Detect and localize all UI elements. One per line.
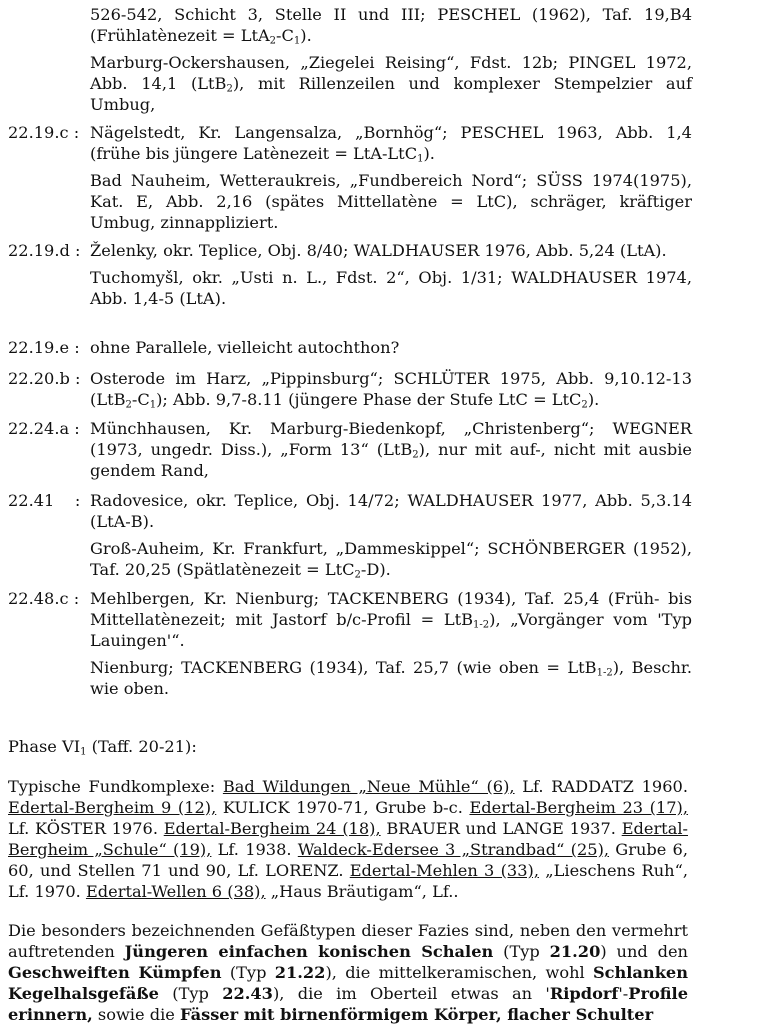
entry-code: 22.24.a : [8, 419, 80, 438]
type-name-bold: Ripdorf [549, 984, 619, 1003]
text-run: sowie die [92, 1005, 180, 1024]
entry-code: 22.19.c : [8, 123, 80, 142]
site-link[interactable]: Edertal-Bergheim „Schule“ (19), [8, 819, 688, 859]
entry-paragraph: Osterode im Harz, „Pippinsburg“; SCHLÜTER 1975, Abb. 9,10.12-13 $(LtB_2-C_1)$; Abb. 9,7-8.11 (jüngere Phase der Stufe LtC = LtC$_2$). [90, 369, 692, 411]
entry-paragraph: Bad Nauheim, Wetteraukreis, „Fundbereich Nord“; SÜSS 1974(1975), Kat. E, Abb. 2,16 (spätes Mittellatène = LtC), schräger, kräftiger Umbug, zinnappliziert. [90, 171, 692, 232]
catalog-entry [8, 588, 692, 705]
site-link[interactable]: Edertal-Bergheim 9 (12), [8, 798, 217, 817]
entry-paragraph: Nägelstedt, Kr. Langensalza, „Bornhög“; PESCHEL 1963, Abb. 1,4 (frühe bis jüngere Latènezeit = LtA-LtC$_1$). [90, 123, 692, 165]
catalog-entry [8, 418, 692, 487]
text-run: ) und den [600, 942, 688, 961]
text-run: (Typ [493, 942, 550, 961]
site-link[interactable]: Bad Wildungen „Neue Mühle“ (6), [222, 777, 515, 796]
closing-paragraph [8, 920, 688, 1025]
catalog-entry [8, 122, 692, 239]
catalog-entry [8, 490, 692, 586]
text-run: ), die mittelkeramischen, wohl [325, 963, 593, 982]
type-name-bold: 21.22 [274, 963, 326, 982]
type-name-bold: 21.20 [549, 942, 601, 961]
entry-code: 22.48.c : [8, 589, 80, 608]
entry-paragraph: Tuchomyšl, okr. „Usti n. L., Fdst. 2“, Obj. 1/31; WALDHAUSER 1974, Abb. 1,4-5 (LtA). [90, 268, 692, 308]
type-name-bold: 22.43 [222, 984, 273, 1003]
text-run: '- [618, 984, 629, 1003]
text-run: (Typ [158, 984, 223, 1003]
catalog-entry [8, 368, 692, 416]
type-name-bold: Profile erinnern, [8, 984, 688, 1024]
catalog-entry [8, 337, 692, 364]
text-run: (Typ [221, 963, 275, 982]
phase-heading: Phase $VI_1$ (Taff. 20-21): [8, 737, 197, 758]
type-name-bold: Schlanken Kegelhalsgefäße [8, 963, 688, 1003]
entry-paragraph: Nienburg; TACKENBERG (1934), Taf. 25,7 (wie oben = LtB$_{1-2}$), Beschr. wie oben. [90, 658, 693, 698]
entry-paragraph: Marburg-Ockershausen, „Ziegelei Reising“, Fdst. 12b; PINGEL 1972, Abb. 14,1 (LtB$_2$), mit Rillenzeilen und komplexer Stempelzier auf Umbug, [90, 53, 693, 114]
site-link[interactable]: Edertal-Bergheim 23 (17), [469, 798, 689, 817]
type-name-bold: Jüngeren einfachen konischen Schalen [124, 942, 494, 961]
entry-paragraph: Groß-Auheim, Kr. Frankfurt, „Dammeskippel“; SCHÖNBERGER (1952), Taf. 20,25 (Spätlatènezeit = LtC$_2$-D). [90, 539, 692, 581]
entry-paragraph: ohne Parallele, vielleicht autochthon? [90, 338, 400, 357]
site-link[interactable]: Edertal-Mehlen 3 (33), [349, 861, 539, 880]
text-run: ), die im Oberteil etwas an ' [272, 984, 550, 1003]
entry-code: 22.19.e : [8, 338, 80, 357]
catalog-entry [8, 240, 692, 315]
entry-paragraph: 526-542, Schicht 3, Stelle II und III; PESCHEL (1962), Taf. 19,B4 (Frühlatènezeit = $LtA_2-C_1$). [90, 5, 692, 47]
site-link[interactable]: Edertal-Wellen 6 (38), [85, 882, 266, 901]
entry-paragraph: Želenky, okr. Teplice, Obj. 8/40; WALDHAUSER 1976, Abb. 5,24 (LtA). [90, 241, 667, 260]
site-link[interactable]: Edertal-Bergheim 24 (18), [163, 819, 381, 838]
type-name-bold: Geschweiften Kümpfen [8, 963, 222, 982]
fundkomplexe-paragraph: Typische Fundkomplexe: Bad Wildungen „Neue Mühle“ (6), Lf. RADDATZ 1960. Edertal-Bergheim 9 (12), KULICK 1970-71, Grube b-c. Edertal-Bergheim 23 (17), Lf. KÖSTER 1976. Edertal-Bergheim 24 (18), BRAUER und LANGE 1937. Edertal-Bergheim „Schule“ (19), Lf. 1938. Waldeck-Edersee 3 „Strandbad“ (25), Grube 6, 60, und Stellen 71 und 90, Lf. LORENZ. Edertal-Mehlen 3 (33), „Lieschens Ruh“, Lf. 1970. Edertal-Wellen 6 (38), „Haus Bräutigam“, Lf.. [8, 777, 689, 901]
entry-code: 22.41 : [8, 491, 81, 510]
entry-paragraph: Radovesice, okr. Teplice, Obj. 14/72; WALDHAUSER 1977, Abb. 5,3.14 (LtA-B). [90, 491, 692, 531]
entry-code: 22.20.b : [8, 369, 81, 388]
site-link[interactable]: Waldeck-Edersee 3 „Strandbad“ (25), [297, 840, 610, 859]
entry-code: 22.19.d : [8, 241, 81, 260]
text-run: Die besonders bezeichnenden Gefäßtypen dieser Fazies sind, neben den vermehrt auftretenden [8, 921, 688, 961]
entry-continuation [8, 4, 692, 121]
entry-paragraph: Mehlbergen, Kr. Nienburg; TACKENBERG (1934), Taf. 25,4 (Früh- bis Mittellatènezeit; mit Jastorf b/c-Profil = LtB$_{1-2}$), „Vorgänger vom 'Typ Lauingen'“. [90, 589, 692, 650]
type-name-bold: Fässer mit birnenförmigem Körper, flacher Schulter [179, 1005, 654, 1024]
entry-paragraph: Münchhausen, Kr. Marburg-Biedenkopf, „Christenberg“; WEGNER (1973, ungedr. Diss.), „Form 13“ (LtB$_2$), nur mit auf-, nicht mit ausbie gendem Rand, [90, 419, 692, 480]
